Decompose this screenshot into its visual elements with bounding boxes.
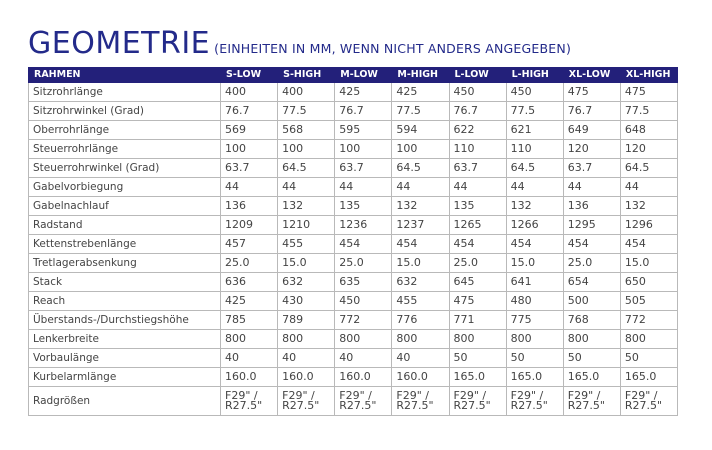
- column-header: L-LOW: [449, 68, 506, 83]
- table-cell: 1295: [563, 216, 620, 235]
- table-cell: [221, 387, 278, 416]
- row-label: Radgrößen: [29, 387, 221, 416]
- table-cell: 800: [221, 330, 278, 349]
- wheel-size-front: F29" /: [624, 389, 658, 402]
- table-cell: 40: [278, 349, 335, 368]
- table-cell: 132: [506, 197, 563, 216]
- table-cell: 136: [563, 197, 620, 216]
- table-cell: 457: [221, 235, 278, 254]
- table-row: [29, 273, 678, 292]
- wheel-size-front: F29" /: [339, 389, 372, 402]
- table-cell: 455: [392, 292, 449, 311]
- table-cell: [278, 387, 335, 416]
- table-cell: 800: [278, 330, 335, 349]
- table-cell: 160.0: [221, 368, 278, 387]
- table-cell: 63.7: [221, 159, 278, 178]
- table-cell: 654: [563, 273, 620, 292]
- table-row: [29, 311, 678, 330]
- table-cell: [563, 387, 620, 416]
- wheel-size-front: F29" /: [453, 389, 487, 402]
- row-label: Oberrohrlänge: [29, 121, 221, 140]
- table-cell: 25.0: [563, 254, 620, 273]
- table-cell: 632: [392, 273, 449, 292]
- table-cell: 800: [335, 330, 392, 349]
- row-label: Kurbelarmlänge: [29, 368, 221, 387]
- table-cell: 789: [278, 311, 335, 330]
- table-cell: 800: [563, 330, 620, 349]
- table-cell: 400: [221, 83, 278, 102]
- table-cell: 77.5: [506, 102, 563, 121]
- table-cell: 76.7: [563, 102, 620, 121]
- column-header: XL-HIGH: [620, 68, 677, 83]
- table-cell: 64.5: [506, 159, 563, 178]
- table-cell: [449, 387, 506, 416]
- table-cell: 776: [392, 311, 449, 330]
- table-cell: 772: [335, 311, 392, 330]
- table-cell: 44: [449, 178, 506, 197]
- table-cell: 1265: [449, 216, 506, 235]
- wheel-size-rear: R27.5": [453, 399, 491, 412]
- column-header: XL-LOW: [563, 68, 620, 83]
- table-cell: 455: [278, 235, 335, 254]
- table-cell: 454: [620, 235, 677, 254]
- table-cell: 15.0: [278, 254, 335, 273]
- column-header: M-LOW: [335, 68, 392, 83]
- wheel-size-front: F29" /: [282, 389, 315, 402]
- table-cell: 44: [221, 178, 278, 197]
- table-cell: 569: [221, 121, 278, 140]
- table-cell: 641: [506, 273, 563, 292]
- table-cell: 622: [449, 121, 506, 140]
- table-cell: 44: [563, 178, 620, 197]
- table-cell: 63.7: [335, 159, 392, 178]
- table-cell: 64.5: [392, 159, 449, 178]
- table-cell: [392, 387, 449, 416]
- table-cell: 25.0: [449, 254, 506, 273]
- column-header: S-LOW: [221, 68, 278, 83]
- table-cell: 77.5: [392, 102, 449, 121]
- table-cell: 40: [221, 349, 278, 368]
- table-cell: 160.0: [335, 368, 392, 387]
- wheel-size-rear: R27.5": [339, 399, 377, 412]
- page-title: [28, 26, 571, 66]
- table-cell: 400: [278, 83, 335, 102]
- table-cell: 632: [278, 273, 335, 292]
- table-cell: 100: [335, 140, 392, 159]
- table-cell: 40: [392, 349, 449, 368]
- table-cell: 772: [620, 311, 677, 330]
- table-cell: 480: [506, 292, 563, 311]
- table-row: [29, 83, 678, 102]
- row-label: Sitzrohrlänge: [29, 83, 221, 102]
- table-cell: 76.7: [335, 102, 392, 121]
- wheel-size-front: F29" /: [396, 389, 429, 402]
- table-cell: 425: [392, 83, 449, 102]
- table-cell: 100: [392, 140, 449, 159]
- table-cell: 100: [278, 140, 335, 159]
- table-row: [29, 368, 678, 387]
- table-cell: 648: [620, 121, 677, 140]
- table-cell: 771: [449, 311, 506, 330]
- table-row: [29, 349, 678, 368]
- table-row: [29, 121, 678, 140]
- table-cell: 132: [278, 197, 335, 216]
- table-cell: 15.0: [620, 254, 677, 273]
- table-cell: [335, 387, 392, 416]
- wheel-size-rear: R27.5": [282, 399, 320, 412]
- wheel-size-rear: R27.5": [624, 399, 663, 412]
- table-cell: 775: [506, 311, 563, 330]
- row-label: Steuerrohrwinkel (Grad): [29, 159, 221, 178]
- row-label: Gabelnachlauf: [29, 197, 221, 216]
- table-cell: 454: [506, 235, 563, 254]
- row-label: Steuerrohrlänge: [29, 140, 221, 159]
- table-row: [29, 254, 678, 273]
- table-cell: 50: [620, 349, 677, 368]
- table-cell: 454: [392, 235, 449, 254]
- table-cell: 1210: [278, 216, 335, 235]
- wheel-size-rear: R27.5": [510, 399, 548, 412]
- row-label: Überstands-/Durchstiegshöhe: [29, 311, 221, 330]
- table-cell: 505: [620, 292, 677, 311]
- column-header: L-HIGH: [506, 68, 563, 83]
- table-cell: 44: [506, 178, 563, 197]
- table-cell: 800: [449, 330, 506, 349]
- table-cell: 64.5: [278, 159, 335, 178]
- table-cell: 595: [335, 121, 392, 140]
- table-cell: 768: [563, 311, 620, 330]
- table-cell: 1236: [335, 216, 392, 235]
- wheel-size-front: F29" /: [510, 389, 544, 402]
- table-header-row: [29, 68, 678, 83]
- table-cell: 120: [620, 140, 677, 159]
- table-cell: 454: [335, 235, 392, 254]
- table-cell: 44: [620, 178, 677, 197]
- table-cell: 594: [392, 121, 449, 140]
- table-cell: 568: [278, 121, 335, 140]
- table-row: [29, 178, 678, 197]
- table-row: [29, 216, 678, 235]
- table-cell: 500: [563, 292, 620, 311]
- column-header: RAHMEN: [29, 68, 221, 83]
- table-cell: 475: [620, 83, 677, 102]
- table-cell: 430: [278, 292, 335, 311]
- table-row: [29, 197, 678, 216]
- table-cell: 1237: [392, 216, 449, 235]
- row-label: Radstand: [29, 216, 221, 235]
- row-label: Kettenstrebenlänge: [29, 235, 221, 254]
- table-cell: 160.0: [392, 368, 449, 387]
- row-label: Gabelvorbiegung: [29, 178, 221, 197]
- table-cell: 132: [620, 197, 677, 216]
- table-cell: 800: [506, 330, 563, 349]
- table-cell: 25.0: [221, 254, 278, 273]
- table-cell: 454: [449, 235, 506, 254]
- table-cell: 110: [506, 140, 563, 159]
- table-cell: 635: [335, 273, 392, 292]
- table-cell: 475: [563, 83, 620, 102]
- table-cell: 450: [449, 83, 506, 102]
- table-cell: 76.7: [449, 102, 506, 121]
- table-row: [29, 235, 678, 254]
- table-cell: 165.0: [563, 368, 620, 387]
- row-label: Stack: [29, 273, 221, 292]
- row-label: Tretlagerabsenkung: [29, 254, 221, 273]
- table-cell: 50: [563, 349, 620, 368]
- table-cell: 132: [392, 197, 449, 216]
- table-cell: 44: [392, 178, 449, 197]
- table-cell: 63.7: [449, 159, 506, 178]
- table-cell: 425: [335, 83, 392, 102]
- table-row: [29, 330, 678, 349]
- table-cell: 800: [620, 330, 677, 349]
- table-cell: 450: [335, 292, 392, 311]
- table-cell: 1296: [620, 216, 677, 235]
- table-cell: 63.7: [563, 159, 620, 178]
- table-cell: 425: [221, 292, 278, 311]
- column-header: M-HIGH: [392, 68, 449, 83]
- row-label: Vorbaulänge: [29, 349, 221, 368]
- row-label: Reach: [29, 292, 221, 311]
- wheel-size-rear: R27.5": [396, 399, 434, 412]
- table-row: [29, 292, 678, 311]
- column-header: S-HIGH: [278, 68, 335, 83]
- row-label: Lenkerbreite: [29, 330, 221, 349]
- geometry-table: [28, 67, 678, 416]
- title-subtitle: (EINHEITEN IN MM, WENN NICHT ANDERS ANGEGEBEN): [214, 41, 572, 56]
- table-cell: 454: [563, 235, 620, 254]
- table-cell: 800: [392, 330, 449, 349]
- table-cell: 50: [449, 349, 506, 368]
- row-label: Sitzrohrwinkel (Grad): [29, 102, 221, 121]
- table-cell: 165.0: [506, 368, 563, 387]
- table-cell: 100: [221, 140, 278, 159]
- table-cell: 44: [335, 178, 392, 197]
- wheel-size-rear: R27.5": [567, 399, 605, 412]
- table-cell: 15.0: [506, 254, 563, 273]
- table-cell: 76.7: [221, 102, 278, 121]
- table-cell: 165.0: [620, 368, 677, 387]
- table-row-wheel-sizes: [29, 387, 678, 416]
- table-cell: 64.5: [620, 159, 677, 178]
- table-row: [29, 102, 678, 121]
- table-cell: 136: [221, 197, 278, 216]
- table-cell: 77.5: [278, 102, 335, 121]
- table-cell: 475: [449, 292, 506, 311]
- title-main: GEOMETRIE: [28, 26, 211, 61]
- table-cell: 650: [620, 273, 677, 292]
- table-cell: 110: [449, 140, 506, 159]
- table-cell: 77.5: [620, 102, 677, 121]
- table-cell: 40: [335, 349, 392, 368]
- table-cell: 160.0: [278, 368, 335, 387]
- table-cell: 25.0: [335, 254, 392, 273]
- table-cell: [506, 387, 563, 416]
- wheel-size-front: F29" /: [567, 389, 601, 402]
- wheel-size-rear: R27.5": [225, 399, 263, 412]
- table-row: [29, 159, 678, 178]
- table-cell: 621: [506, 121, 563, 140]
- table-cell: [620, 387, 677, 416]
- table-cell: 785: [221, 311, 278, 330]
- table-cell: 135: [449, 197, 506, 216]
- table-cell: 165.0: [449, 368, 506, 387]
- table-cell: 44: [278, 178, 335, 197]
- table-cell: 15.0: [392, 254, 449, 273]
- table-cell: 636: [221, 273, 278, 292]
- table-cell: 1209: [221, 216, 278, 235]
- table-cell: 50: [506, 349, 563, 368]
- wheel-size-front: F29" /: [225, 389, 258, 402]
- table-cell: 450: [506, 83, 563, 102]
- table-cell: 649: [563, 121, 620, 140]
- table-cell: 135: [335, 197, 392, 216]
- table-cell: 120: [563, 140, 620, 159]
- table-row: [29, 140, 678, 159]
- table-cell: 1266: [506, 216, 563, 235]
- table-cell: 645: [449, 273, 506, 292]
